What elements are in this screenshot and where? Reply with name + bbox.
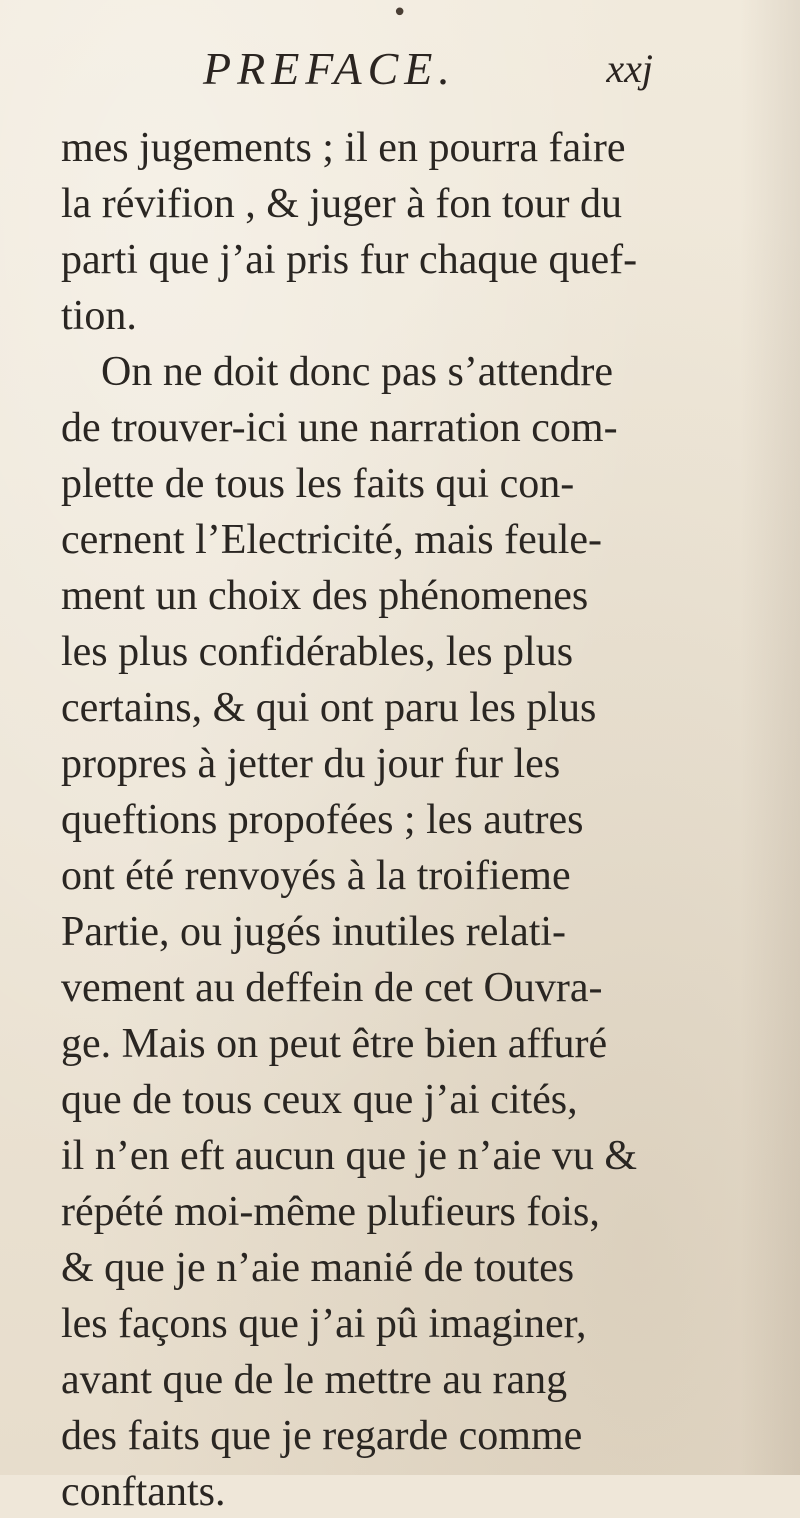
text-line: ont été renvoyés à la troifieme	[61, 853, 571, 899]
text-line: des faits que je regarde comme	[61, 1413, 583, 1459]
text-line: il n’en eft aucun que je n’aie vu &	[61, 1133, 638, 1179]
text-line: ge. Mais on peut être bien affuré	[61, 1021, 608, 1067]
text-line: mes jugements ; il en pourra faire	[61, 125, 626, 171]
text-line: plette de tous les faits qui con-	[61, 461, 575, 507]
page-header	[203, 44, 653, 94]
text-line: vement au deffein de cet Ouvra-	[61, 965, 603, 1011]
text-line: certains, & qui ont paru les plus	[61, 685, 597, 731]
text-line: & que je n’aie manié de toutes	[61, 1245, 575, 1291]
text-line: que de tous ceux que j’ai cités,	[61, 1077, 578, 1123]
text-line: avant que de le mettre au rang	[61, 1357, 568, 1403]
text-line: la révifion , & juger à fon tour du	[61, 181, 623, 227]
page-number: xxj	[606, 46, 653, 91]
text-line: propres à jetter du jour fur les	[61, 741, 561, 787]
ornament-mark: •	[392, 0, 408, 28]
text-line: queftions propofées ; les autres	[61, 797, 584, 843]
running-title: PREFACE.	[203, 43, 456, 94]
page-edge-shadow	[740, 0, 800, 1475]
text-line: de trouver-ici une narration com-	[61, 405, 618, 451]
text-line: ment un choix des phénomenes	[61, 573, 589, 619]
text-line: répété moi-même plufieurs fois,	[61, 1189, 600, 1235]
text-line: cernent l’Electricité, mais feule-	[61, 517, 603, 563]
text-line: conftants.	[61, 1469, 226, 1515]
text-line: tion.	[61, 293, 137, 339]
paragraph-start-line: On ne doit donc pas s’attendre	[101, 349, 614, 395]
text-line: parti que j’ai pris fur chaque quef-	[61, 237, 638, 283]
text-line: les plus confidérables, les plus	[61, 629, 574, 675]
text-line: les façons que j’ai pû imaginer,	[61, 1301, 587, 1347]
text-line: Partie, ou jugés inutiles relati-	[61, 909, 567, 955]
